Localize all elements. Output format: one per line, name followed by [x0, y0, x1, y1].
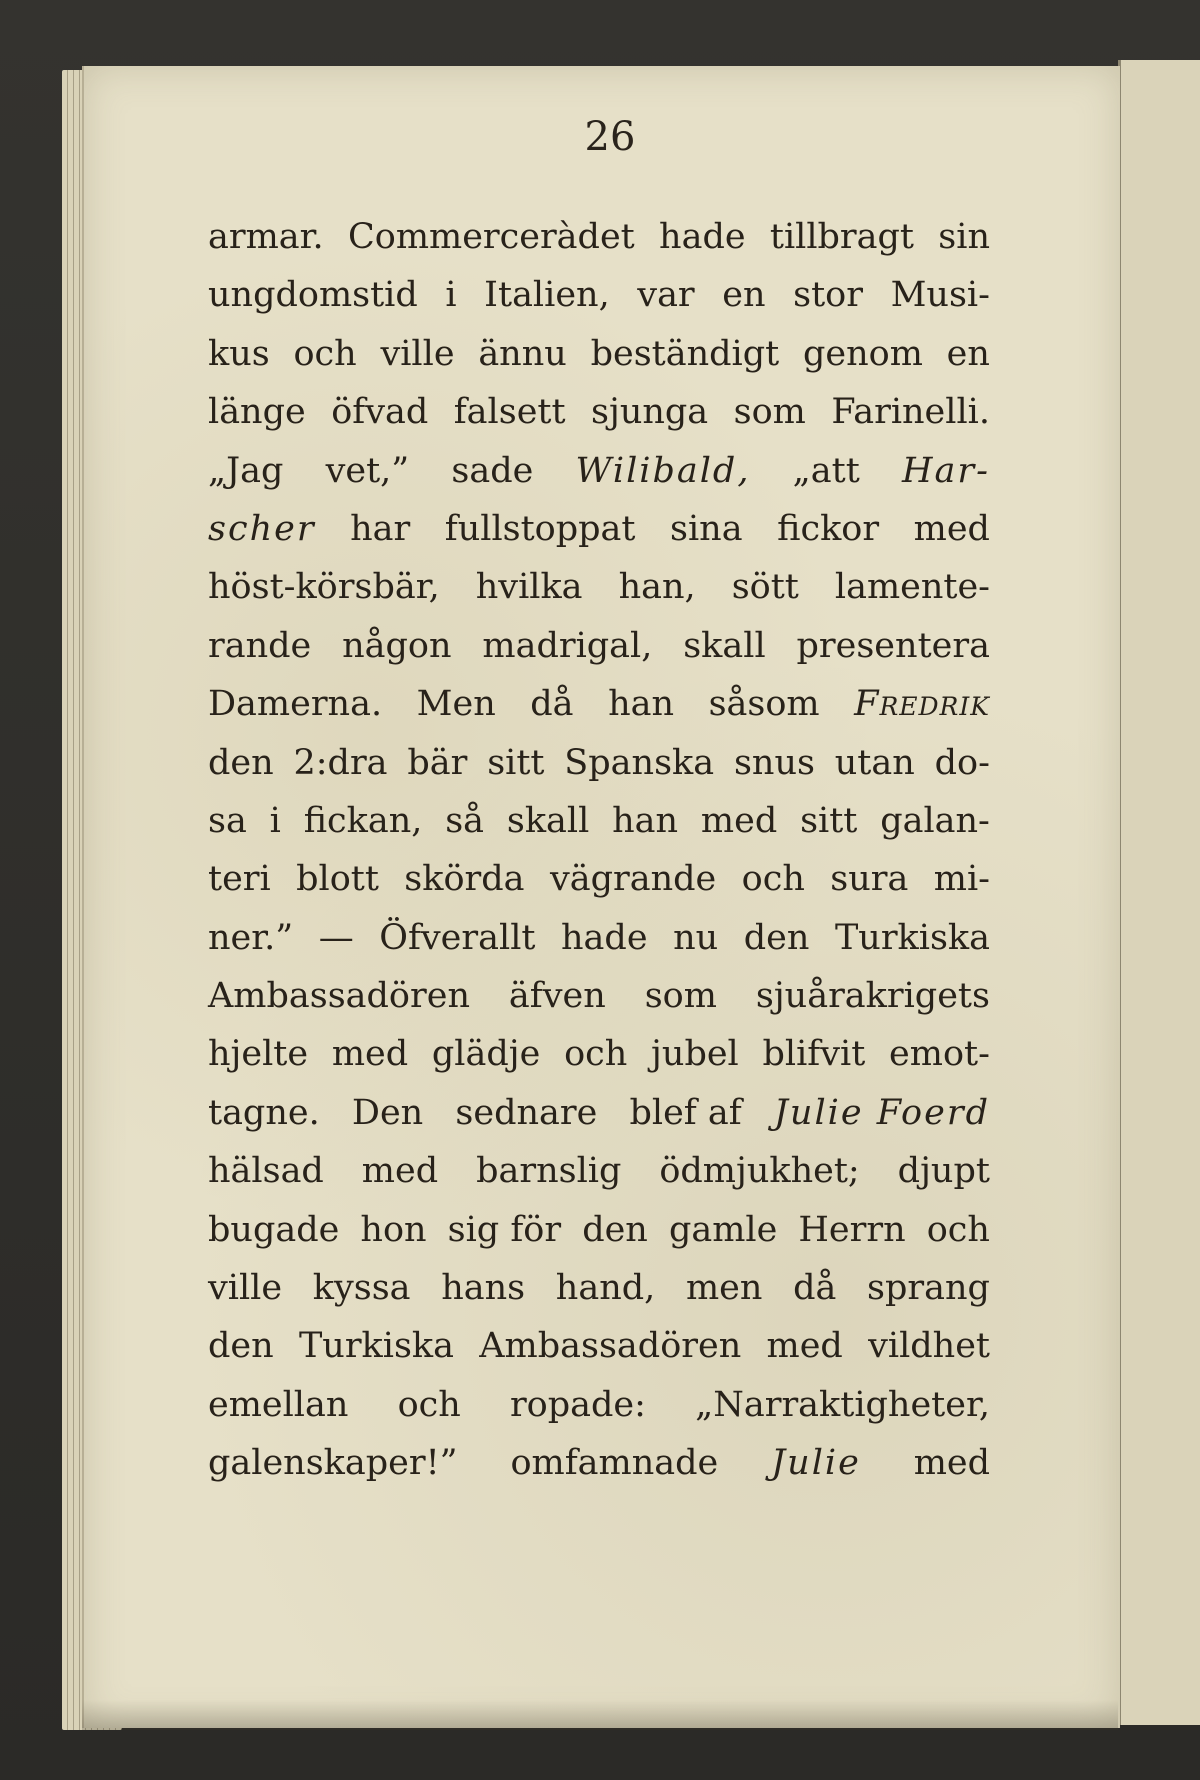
word: hade: [561, 917, 648, 958]
word: och: [564, 1034, 628, 1075]
word: falsett: [453, 392, 566, 433]
text-line: [208, 1142, 990, 1200]
word: kus: [208, 333, 270, 374]
word: sött: [731, 567, 799, 608]
word: sina: [670, 508, 743, 549]
page-bottom-shadow: [82, 1700, 1118, 1730]
text-line: [208, 617, 990, 675]
text-line: [208, 1434, 990, 1492]
text-line: [208, 1317, 990, 1375]
word: blifvit: [762, 1034, 866, 1075]
word: sjunga: [591, 392, 709, 433]
word: som: [733, 392, 806, 433]
word: Commerceràdet: [347, 217, 635, 257]
word: den: [208, 742, 274, 783]
text-line: [208, 675, 990, 733]
word: utan: [834, 742, 915, 783]
word: stor: [793, 275, 863, 316]
book-page: [82, 66, 1120, 1728]
facing-page-edge: [1118, 60, 1200, 1725]
word: snus: [733, 742, 815, 783]
word: den: [743, 917, 810, 958]
word: fullstoppat: [444, 508, 636, 549]
word: presentera: [796, 625, 990, 666]
word: hjelte: [208, 1034, 309, 1075]
word: och: [741, 859, 805, 900]
word: omfamnade: [510, 1443, 719, 1484]
word: tillbragt: [769, 217, 914, 257]
word: så: [445, 800, 485, 841]
text-line: [208, 442, 990, 500]
text-line: [208, 967, 990, 1025]
word: rande: [208, 625, 312, 666]
word: Har-: [901, 450, 990, 491]
word: Ambassadören: [208, 976, 470, 1017]
text-line: [208, 1084, 990, 1142]
word: lamente-: [834, 567, 990, 608]
word: vet,”: [325, 450, 410, 491]
word: jubel: [651, 1034, 739, 1075]
word: hade: [659, 217, 746, 257]
word: skörda: [404, 859, 525, 900]
word: någon: [342, 625, 452, 666]
word: han,: [618, 567, 696, 608]
word: blef af: [629, 1092, 742, 1133]
text-line: [208, 1201, 990, 1259]
word: madrigal,: [482, 625, 653, 666]
word: djupt: [897, 1151, 990, 1192]
word: „Jag: [208, 450, 284, 491]
word: „att: [792, 450, 860, 491]
word: Spanska: [564, 742, 715, 783]
word: glädje: [431, 1034, 541, 1075]
word: sitt: [800, 800, 858, 841]
word: Julie Foerd: [773, 1092, 990, 1133]
word: länge: [208, 392, 306, 433]
word: sin: [938, 217, 990, 257]
text-line: [208, 1376, 990, 1434]
word: bär: [407, 742, 468, 783]
word: Ambassadören: [479, 1326, 742, 1367]
word: emellan: [208, 1384, 349, 1425]
word: ville: [380, 333, 455, 374]
word: fickan,: [303, 800, 423, 841]
body-text: [208, 208, 990, 1493]
word: den: [582, 1209, 648, 1250]
word: scher: [208, 508, 316, 549]
word: såsom: [708, 684, 820, 725]
word: sjuårakrigets: [755, 976, 990, 1017]
word: mi-: [933, 859, 990, 900]
word: tagne.: [208, 1092, 320, 1133]
word: Julie: [771, 1443, 861, 1484]
word: armar.: [208, 217, 324, 257]
word: kyssa: [312, 1268, 411, 1309]
text-line: [208, 208, 990, 266]
text-line: [208, 1259, 990, 1317]
word: ödmjukhet;: [659, 1151, 860, 1192]
word: Damerna.: [208, 684, 383, 725]
word: vägrande: [549, 859, 717, 900]
word: bugade: [208, 1209, 340, 1250]
word: gamle: [668, 1209, 778, 1250]
word: hälsad: [208, 1151, 324, 1192]
word: med: [766, 1326, 843, 1367]
word: Musi-: [890, 275, 990, 316]
word: do-: [934, 742, 990, 783]
word: sprang: [867, 1268, 990, 1309]
word: i: [269, 800, 281, 841]
word: den: [208, 1326, 274, 1367]
word: som: [644, 976, 717, 1017]
word: skall: [506, 800, 590, 841]
page-number: 26: [584, 114, 636, 160]
word: ropade:: [509, 1384, 646, 1425]
word: och: [397, 1384, 461, 1425]
word: vildhet: [868, 1326, 990, 1367]
word: Turkiska: [834, 917, 990, 958]
word: en: [722, 275, 766, 316]
word: nu: [673, 917, 719, 958]
text-line: [208, 383, 990, 441]
word: Italien,: [484, 275, 610, 316]
text-line: [208, 792, 990, 850]
word: öfvad: [331, 392, 429, 433]
text-line: [208, 850, 990, 908]
word: Men: [416, 684, 496, 725]
word: Turkiska: [298, 1326, 454, 1367]
word: med: [361, 1151, 439, 1192]
word: och: [926, 1209, 990, 1250]
word: —: [318, 917, 354, 958]
word: han: [608, 684, 675, 725]
word: äfven: [508, 976, 606, 1017]
word: sitt: [487, 742, 545, 783]
word: sig för: [447, 1209, 562, 1250]
word: Den: [351, 1092, 424, 1133]
word: har: [350, 508, 411, 549]
word: 2:dra: [293, 742, 388, 783]
word: fickor: [777, 508, 880, 549]
word: höst-körsbär,: [208, 567, 440, 608]
word: sa: [208, 800, 247, 841]
word: sednare: [455, 1092, 598, 1133]
word: barnslig: [476, 1151, 622, 1192]
word: en: [946, 333, 990, 374]
word: teri: [208, 859, 271, 900]
word: hvilka: [475, 567, 583, 608]
word: Fredrik: [854, 684, 990, 725]
word: med: [700, 800, 778, 841]
word: då: [530, 684, 574, 725]
word: galenskaper!”: [208, 1443, 458, 1484]
word: han: [612, 800, 679, 841]
text-line: [208, 1025, 990, 1083]
word: hand,: [555, 1268, 656, 1309]
word: i: [445, 275, 457, 316]
word: och: [293, 333, 357, 374]
word: hans: [441, 1268, 526, 1309]
word: Öfverallt: [379, 917, 536, 958]
word: genom: [802, 333, 923, 374]
word: sade: [451, 450, 534, 491]
text-line: [208, 734, 990, 792]
word: var: [637, 275, 695, 316]
word: blott: [296, 859, 379, 900]
word: sura: [830, 859, 909, 900]
word: skall: [683, 625, 766, 666]
word: Herrn: [798, 1209, 906, 1250]
text-line: [208, 558, 990, 616]
word: ungdomstid: [208, 275, 418, 316]
word: Wilibald,: [575, 450, 751, 491]
word: ville: [208, 1268, 283, 1309]
text-line: [208, 500, 990, 558]
word: men: [685, 1268, 763, 1309]
text-line: [208, 909, 990, 967]
word: emot-: [889, 1034, 990, 1075]
word: med: [913, 1443, 990, 1484]
word: Farinelli.: [831, 392, 990, 433]
word: beständigt: [590, 333, 780, 374]
text-line: [208, 266, 990, 324]
word: ännu: [478, 333, 567, 374]
word: ner.”: [208, 917, 294, 958]
word: galan-: [880, 800, 990, 841]
text-line: [208, 325, 990, 383]
word: „Narraktigheter,: [695, 1384, 990, 1425]
word: hon: [360, 1209, 427, 1250]
word: med: [331, 1034, 409, 1075]
word: då: [793, 1268, 837, 1309]
word: med: [913, 508, 990, 549]
